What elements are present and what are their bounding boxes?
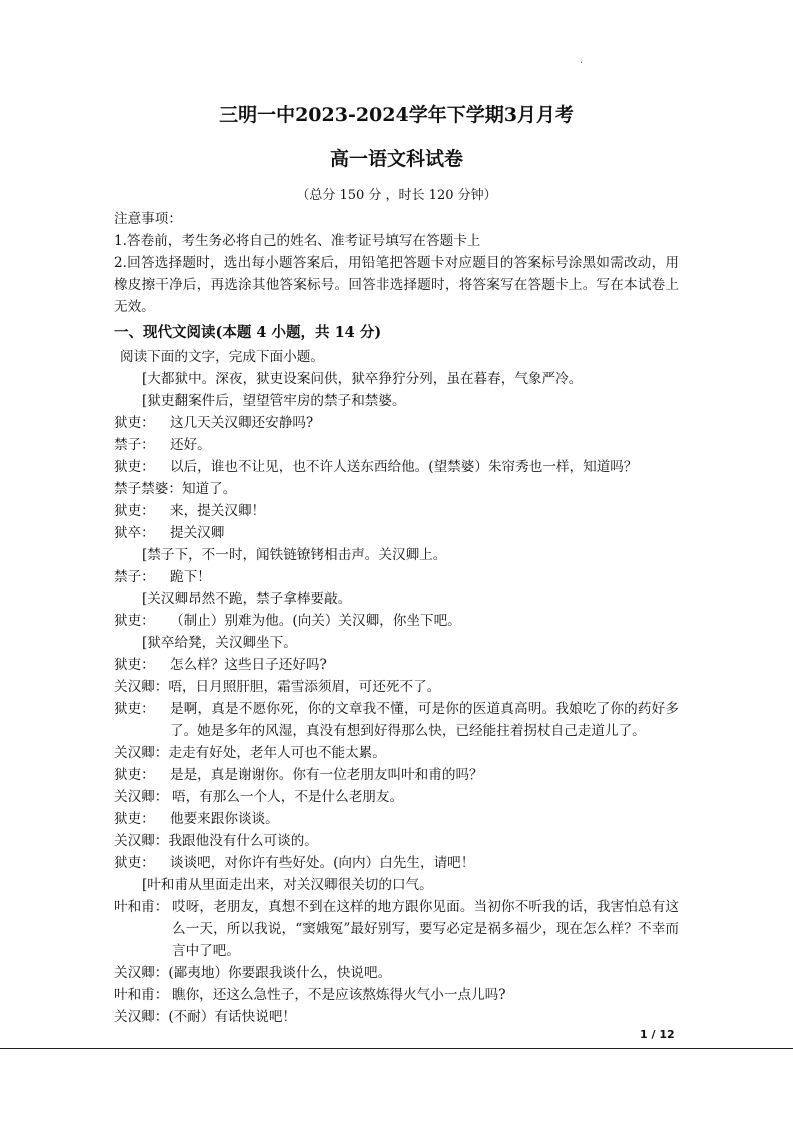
footer-rule — [0, 1048, 793, 1049]
dialogue-text: 这几天关汉卿还安静吗? — [170, 415, 314, 431]
stage-direction: [大都狱中。深夜，狱吏设案问供，狱卒狰狞分列，虽在暮春，气象严冷。 — [142, 371, 583, 387]
dialogue-line — [114, 698, 679, 742]
dialogue-line — [114, 610, 679, 632]
dialogue-line: 关汉卿：(不耐）有话快说吧！ — [114, 1009, 297, 1025]
notice-heading: 注意事项： — [114, 211, 182, 227]
speaker-name: 狱卒： — [114, 525, 155, 541]
dialogue-text: 以后，谁也不让见，也不许人送东西给他。(望禁婆）朱帘秀也一样，知道吗？ — [170, 459, 638, 475]
page-number: 1 / 12 — [640, 1028, 675, 1041]
speaker-name: 狱吏： — [114, 767, 155, 783]
dialogue-line — [114, 764, 679, 786]
dialogue-text: 是啊，真是不愿你死，你的文章我不懂，可是你的医道真高明。我娘吃了你的药好多了。她是多年的风湿，真没有想到好得那么快，已经能拄着拐杖自己走道儿了。 — [170, 701, 679, 739]
dialogue-line — [114, 566, 679, 588]
section-heading: 一、现代文阅读(本题 4 小题，共 14 分) — [114, 324, 382, 341]
speaker-name: 狱吏： — [114, 459, 155, 475]
speaker-name: 狱吏： — [114, 657, 155, 673]
dialogue-text: 来，提关汉卿！ — [170, 503, 266, 519]
dialogue-text: 他要来跟你谈谈。 — [170, 811, 279, 827]
dialogue-text: 瞧你，还这么急性子，不是应该熬炼得火气小一点儿吗? — [172, 987, 506, 1003]
speaker-name: 禁子： — [114, 437, 155, 453]
dialogue-line — [114, 522, 679, 544]
dialogue-text: 跪下！ — [170, 569, 211, 585]
dialogue-line — [114, 786, 679, 808]
dialogue-line — [114, 984, 679, 1006]
speaker-name: 狱吏： — [114, 701, 155, 717]
speaker-name: 狱吏： — [114, 613, 155, 629]
dialogue-text: （制止）别难为他。(向关）关汉卿，你坐下吧。 — [170, 613, 461, 629]
speaker-name: 狱吏： — [114, 811, 155, 827]
dialogue-line — [114, 896, 679, 962]
dialogue-text: 哎呀，老朋友，真想不到在这样的地方跟你见面。当初你不听我的话，我害怕总有这么一天，所以我说，“窦娥冤”最好别写，要写必定是祸多福少，现在怎么样？不幸而言中了吧。 — [172, 899, 679, 959]
stage-direction: [叶和甫从里面走出来，对关汉卿很关切的口气。 — [142, 877, 433, 893]
drama-script — [114, 368, 679, 1028]
dialogue-text: 还好。 — [170, 437, 211, 453]
speaker-name: 狱吏： — [114, 415, 155, 431]
dialogue-text: 提关汉卿 — [170, 525, 225, 541]
dialogue-text: 怎么样？这些日子还好吗? — [170, 657, 327, 673]
dialogue-line: 关汉卿：走走有好处，老年人可也不能太累。 — [114, 745, 386, 761]
dialogue-line: 关汉卿：我跟他没有什么可谈的。 — [114, 833, 318, 849]
dialogue-line — [114, 808, 679, 830]
dialogue-line: 关汉卿：(鄙夷地）你要跟我谈什么，快说吧。 — [114, 965, 392, 981]
dialogue-text: 是是，真是谢谢你。你有一位老朋友叫叶和甫的吗？ — [170, 767, 483, 783]
dialogue-line — [114, 412, 679, 434]
dialogue-text: 唔，有那么一个人，不是什么老朋友。 — [172, 789, 404, 805]
stage-direction: [狱卒给凳，关汉卿坐下。 — [142, 635, 297, 651]
exam-subtitle: 高一语文科试卷 — [329, 148, 463, 170]
dialogue-text: 谈谈吧，对你许有些好处。(向内）白先生，请吧！ — [170, 855, 475, 871]
dialogue-line — [114, 434, 679, 456]
dialogue-line — [114, 654, 679, 676]
dialogue-line — [114, 456, 679, 478]
notice-item-2: 2.回答选择题时，选出每小题答案后，用铅笔把答题卡对应题目的答案标号涂黑如需改动，用橡皮擦干净后，再选涂其他答案标号。回答非选择题时，将答案写在答题卡上。写在本试卷上无效。 — [114, 255, 679, 315]
section-instruction: 阅读下面的文字，完成下面小题。 — [120, 349, 324, 365]
stage-direction: [关汉卿昂然不跪，禁子拿棒要敲。 — [142, 591, 352, 607]
stage-direction: [狱吏翻案件后，望望管牢房的禁子和禁婆。 — [142, 393, 406, 409]
speaker-name: 狱吏： — [114, 503, 155, 519]
dialogue-line — [114, 852, 679, 874]
exam-title: 三明一中2023-2024学年下学期3月月考 — [219, 104, 574, 126]
dialogue-line — [114, 500, 679, 522]
notice-item-1: 1.答卷前，考生务必将自己的姓名、准考证号填写在答题卡上 — [114, 233, 481, 249]
speaker-name: 禁子： — [114, 569, 155, 585]
speaker-name: 叶和甫： — [114, 899, 169, 915]
speaker-name: 狱吏： — [114, 855, 155, 871]
speaker-name: 叶和甫： — [114, 987, 169, 1003]
exam-info: （总分 150 分 ，时长 120 分钟） — [296, 188, 497, 203]
dialogue-line: 关汉卿：唔，日月照肝胆，霜雪添须眉，可还死不了。 — [114, 679, 441, 695]
dialogue-line: 禁子禁婆：知道了。 — [114, 481, 237, 497]
exam-body — [114, 208, 679, 1028]
speaker-name: 关汉卿： — [114, 789, 169, 805]
stage-direction: [禁子下，不一时，闻铁链镣铐相击声。关汉卿上。 — [142, 547, 447, 563]
corner-mark: · — [580, 58, 584, 69]
